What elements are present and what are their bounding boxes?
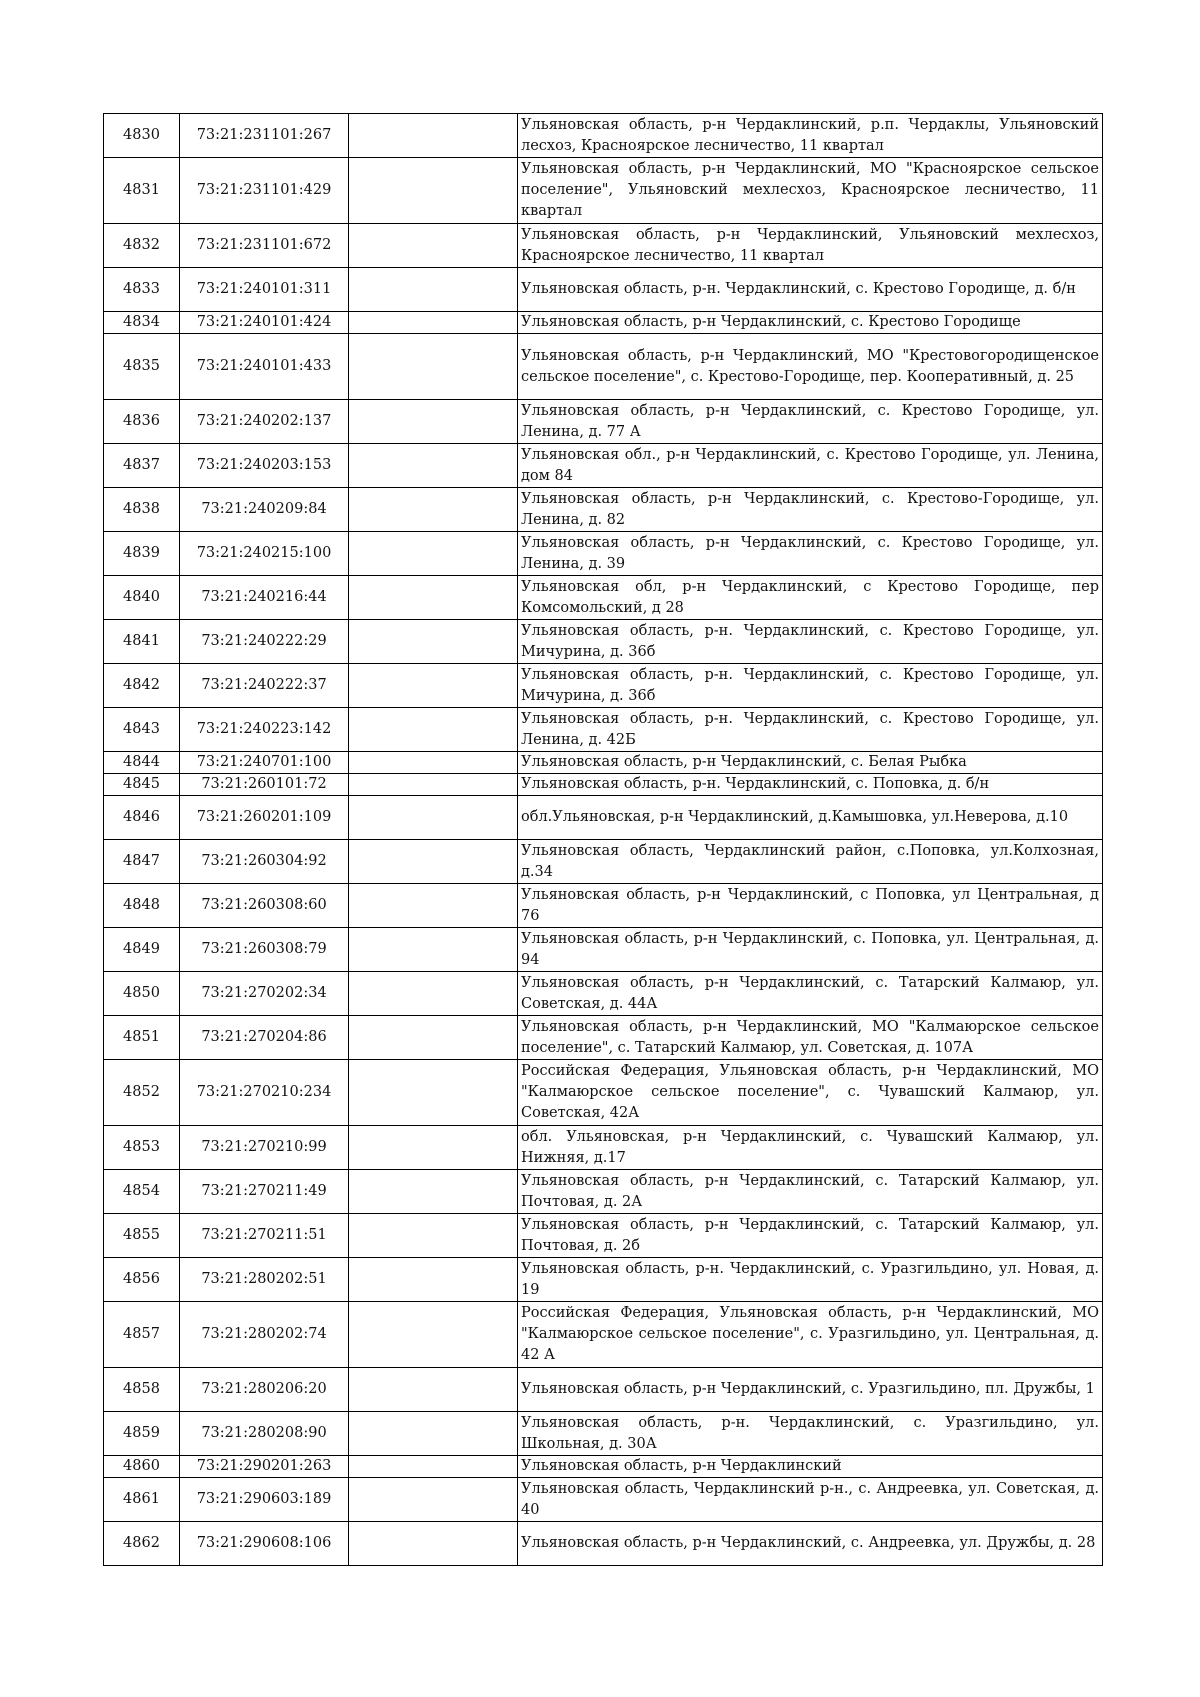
- row-number: 4858: [104, 1368, 180, 1412]
- row-number: 4848: [104, 884, 180, 928]
- table-row: [104, 114, 1103, 158]
- table-row: [104, 400, 1103, 444]
- row-number: 4835: [104, 334, 180, 400]
- address: Ульяновская область, р-н Чердаклинский, с. Андреевка, ул. Дружбы, д. 28: [518, 1522, 1103, 1566]
- empty-cell: [349, 928, 518, 972]
- empty-cell: [349, 1170, 518, 1214]
- cadastral-number: 73:21:260308:79: [180, 928, 349, 972]
- table-row: [104, 268, 1103, 312]
- table-row: [104, 576, 1103, 620]
- empty-cell: [349, 224, 518, 268]
- empty-cell: [349, 774, 518, 796]
- address: Ульяновская область, р-н. Чердаклинский, с. Крестово Городище, д. б/н: [518, 268, 1103, 312]
- cadastral-number: 73:21:240209:84: [180, 488, 349, 532]
- table-row: [104, 1522, 1103, 1566]
- cadastral-number: 73:21:240101:311: [180, 268, 349, 312]
- row-number: 4847: [104, 840, 180, 884]
- table-row: [104, 444, 1103, 488]
- table-row: [104, 1016, 1103, 1060]
- cadastral-number: 73:21:270210:234: [180, 1060, 349, 1126]
- cadastral-number: 73:21:280202:74: [180, 1302, 349, 1368]
- table-row: [104, 928, 1103, 972]
- address: Ульяновская область, р-н Чердаклинский, с. Татарский Калмаюр, ул. Советская, д. 44А: [518, 972, 1103, 1016]
- address: Ульяновская область, р-н. Чердаклинский, с. Крестово Городище, ул. Ленина, д. 42Б: [518, 708, 1103, 752]
- table-row: [104, 158, 1103, 224]
- address: Ульяновская область, р-н Чердаклинский, МО "Красноярское сельское поселение", Ульяновский мехлесхоз, Красноярское лесничество, 11 квартал: [518, 158, 1103, 224]
- table-row: [104, 1456, 1103, 1478]
- row-number: 4839: [104, 532, 180, 576]
- table-row: [104, 1412, 1103, 1456]
- empty-cell: [349, 576, 518, 620]
- address: Российская Федерация, Ульяновская область, р-н Чердаклинский, МО "Калмаюрское сельское поселение", с. Уразгильдино, ул. Центральная, д. 42 А: [518, 1302, 1103, 1368]
- empty-cell: [349, 400, 518, 444]
- address: Ульяновская область, Чердаклинский район, с.Поповка, ул.Колхозная, д.34: [518, 840, 1103, 884]
- row-number: 4857: [104, 1302, 180, 1368]
- table-row: [104, 488, 1103, 532]
- empty-cell: [349, 1478, 518, 1522]
- row-number: 4844: [104, 752, 180, 774]
- empty-cell: [349, 972, 518, 1016]
- cadastral-number: 73:21:290608:106: [180, 1522, 349, 1566]
- table-row: [104, 620, 1103, 664]
- empty-cell: [349, 664, 518, 708]
- cadastral-number: 73:21:231101:672: [180, 224, 349, 268]
- cadastral-number: 73:21:260201:109: [180, 796, 349, 840]
- table-row: [104, 532, 1103, 576]
- table-row: [104, 1258, 1103, 1302]
- cadastral-number: 73:21:240216:44: [180, 576, 349, 620]
- cadastral-number: 73:21:260304:92: [180, 840, 349, 884]
- row-number: 4855: [104, 1214, 180, 1258]
- cadastral-number: 73:21:231101:429: [180, 158, 349, 224]
- row-number: 4859: [104, 1412, 180, 1456]
- address: Ульяновская область, р-н. Чердаклинский, с. Уразгильдино, ул. Школьная, д. 30А: [518, 1412, 1103, 1456]
- row-number: 4832: [104, 224, 180, 268]
- empty-cell: [349, 1368, 518, 1412]
- address: Ульяновская область, р-н Чердаклинский, с. Уразгильдино, пл. Дружбы, 1: [518, 1368, 1103, 1412]
- cadastral-number: 73:21:270211:49: [180, 1170, 349, 1214]
- cadastral-number: 73:21:280206:20: [180, 1368, 349, 1412]
- table-row: [104, 774, 1103, 796]
- table-row: [104, 224, 1103, 268]
- address: Ульяновская область, р-н Чердаклинский, с Поповка, ул Центральная, д 76: [518, 884, 1103, 928]
- cadastral-number: 73:21:240101:433: [180, 334, 349, 400]
- row-number: 4841: [104, 620, 180, 664]
- cadastral-number: 73:21:240701:100: [180, 752, 349, 774]
- address: Ульяновская область, р-н Чердаклинский, Ульяновский мехлесхоз, Красноярское лесничество, 11 квартал: [518, 224, 1103, 268]
- empty-cell: [349, 532, 518, 576]
- empty-cell: [349, 1214, 518, 1258]
- row-number: 4862: [104, 1522, 180, 1566]
- cadastral-number: 73:21:240203:153: [180, 444, 349, 488]
- empty-cell: [349, 840, 518, 884]
- row-number: 4837: [104, 444, 180, 488]
- address: Ульяновская область, р-н Чердаклинский, р.п. Чердаклы, Ульяновский лесхоз, Красноярское лесничество, 11 квартал: [518, 114, 1103, 158]
- row-number: 4843: [104, 708, 180, 752]
- address: Ульяновская обл., р-н Чердаклинский, с. Крестово Городище, ул. Ленина, дом 84: [518, 444, 1103, 488]
- table-row: [104, 1126, 1103, 1170]
- empty-cell: [349, 1412, 518, 1456]
- cadastral-number: 73:21:290201:263: [180, 1456, 349, 1478]
- empty-cell: [349, 1060, 518, 1126]
- address: Ульяновская область, р-н Чердаклинский, с. Татарский Калмаюр, ул. Почтовая, д. 2б: [518, 1214, 1103, 1258]
- table-row: [104, 1302, 1103, 1368]
- table-row: [104, 1368, 1103, 1412]
- row-number: 4852: [104, 1060, 180, 1126]
- empty-cell: [349, 268, 518, 312]
- row-number: 4838: [104, 488, 180, 532]
- table-row: [104, 972, 1103, 1016]
- address: Ульяновская область, р-н. Чердаклинский, с. Крестово Городище, ул. Мичурина, д. 36б: [518, 620, 1103, 664]
- row-number: 4831: [104, 158, 180, 224]
- address: Ульяновская область, р-н Чердаклинский, МО "Крестовогородищенское сельское поселение", с. Крестово-Городище, пер. Кооперативный, д. 25: [518, 334, 1103, 400]
- cadastral-number: 73:21:270204:86: [180, 1016, 349, 1060]
- row-number: 4854: [104, 1170, 180, 1214]
- row-number: 4853: [104, 1126, 180, 1170]
- table-row: [104, 1478, 1103, 1522]
- cadastral-number: 73:21:240223:142: [180, 708, 349, 752]
- address: Ульяновская область, р-н. Чердаклинский, с. Крестово Городище, ул. Мичурина, д. 36б: [518, 664, 1103, 708]
- empty-cell: [349, 884, 518, 928]
- row-number: 4833: [104, 268, 180, 312]
- address: Ульяновская область, р-н Чердаклинский, с. Белая Рыбка: [518, 752, 1103, 774]
- cadastral-number: 73:21:231101:267: [180, 114, 349, 158]
- address: Российская Федерация, Ульяновская область, р-н Чердаклинский, МО "Калмаюрское сельское поселение", с. Чувашский Калмаюр, ул. Советская, 42А: [518, 1060, 1103, 1126]
- address: обл.Ульяновская, р-н Чердаклинский, д.Камышовка, ул.Неверова, д.10: [518, 796, 1103, 840]
- row-number: 4840: [104, 576, 180, 620]
- empty-cell: [349, 796, 518, 840]
- cadastral-number: 73:21:280202:51: [180, 1258, 349, 1302]
- empty-cell: [349, 312, 518, 334]
- row-number: 4856: [104, 1258, 180, 1302]
- address: Ульяновская область, р-н Чердаклинский: [518, 1456, 1103, 1478]
- cadastral-number: 73:21:240222:29: [180, 620, 349, 664]
- empty-cell: [349, 1258, 518, 1302]
- cadastral-number: 73:21:270210:99: [180, 1126, 349, 1170]
- table-row: [104, 796, 1103, 840]
- address: Ульяновская область, р-н. Чердаклинский, с. Уразгильдино, ул. Новая, д. 19: [518, 1258, 1103, 1302]
- cadastral-number: 73:21:260101:72: [180, 774, 349, 796]
- empty-cell: [349, 334, 518, 400]
- land-plot-registry-table: [103, 113, 1103, 1566]
- empty-cell: [349, 1456, 518, 1478]
- address: Ульяновская область, р-н Чердаклинский, с. Крестово-Городище, ул. Ленина, д. 82: [518, 488, 1103, 532]
- cadastral-number: 73:21:240101:424: [180, 312, 349, 334]
- cadastral-number: 73:21:260308:60: [180, 884, 349, 928]
- row-number: 4860: [104, 1456, 180, 1478]
- cadastral-number: 73:21:240215:100: [180, 532, 349, 576]
- address: Ульяновская область, р-н Чердаклинский, с. Татарский Калмаюр, ул. Почтовая, д. 2А: [518, 1170, 1103, 1214]
- table-row: [104, 1214, 1103, 1258]
- address: Ульяновская область, р-н Чердаклинский, с. Поповка, ул. Центральная, д. 94: [518, 928, 1103, 972]
- row-number: 4846: [104, 796, 180, 840]
- table-row: [104, 752, 1103, 774]
- address: Ульяновская область, р-н Чердаклинский, МО "Калмаюрское сельское поселение", с. Татарский Калмаюр, ул. Советская, д. 107А: [518, 1016, 1103, 1060]
- table-row: [104, 884, 1103, 928]
- address: Ульяновская обл, р-н Чердаклинский, с Крестово Городище, пер Комсомольский, д 28: [518, 576, 1103, 620]
- table-row: [104, 664, 1103, 708]
- cadastral-number: 73:21:270211:51: [180, 1214, 349, 1258]
- empty-cell: [349, 488, 518, 532]
- table-row: [104, 334, 1103, 400]
- empty-cell: [349, 620, 518, 664]
- table-row: [104, 1060, 1103, 1126]
- cadastral-number: 73:21:280208:90: [180, 1412, 349, 1456]
- table-body: [104, 114, 1103, 1566]
- empty-cell: [349, 1126, 518, 1170]
- empty-cell: [349, 158, 518, 224]
- row-number: 4834: [104, 312, 180, 334]
- empty-cell: [349, 1302, 518, 1368]
- address: Ульяновская область, Чердаклинский р-н., с. Андреевка, ул. Советская, д. 40: [518, 1478, 1103, 1522]
- empty-cell: [349, 752, 518, 774]
- cadastral-number: 73:21:270202:34: [180, 972, 349, 1016]
- address: обл. Ульяновская, р-н Чердаклинский, с. Чувашский Калмаюр, ул. Нижняя, д.17: [518, 1126, 1103, 1170]
- row-number: 4850: [104, 972, 180, 1016]
- row-number: 4830: [104, 114, 180, 158]
- row-number: 4845: [104, 774, 180, 796]
- empty-cell: [349, 708, 518, 752]
- address: Ульяновская область, р-н Чердаклинский, с. Крестово Городище, ул. Ленина, д. 77 А: [518, 400, 1103, 444]
- table-row: [104, 840, 1103, 884]
- table-row: [104, 1170, 1103, 1214]
- row-number: 4861: [104, 1478, 180, 1522]
- address: Ульяновская область, р-н. Чердаклинский, с. Поповка, д. б/н: [518, 774, 1103, 796]
- empty-cell: [349, 1016, 518, 1060]
- empty-cell: [349, 114, 518, 158]
- cadastral-number: 73:21:240202:137: [180, 400, 349, 444]
- empty-cell: [349, 1522, 518, 1566]
- cadastral-number: 73:21:290603:189: [180, 1478, 349, 1522]
- row-number: 4842: [104, 664, 180, 708]
- row-number: 4851: [104, 1016, 180, 1060]
- table-row: [104, 312, 1103, 334]
- address: Ульяновская область, р-н Чердаклинский, с. Крестово Городище, ул. Ленина, д. 39: [518, 532, 1103, 576]
- cadastral-number: 73:21:240222:37: [180, 664, 349, 708]
- row-number: 4849: [104, 928, 180, 972]
- address: Ульяновская область, р-н Чердаклинский, с. Крестово Городище: [518, 312, 1103, 334]
- table-row: [104, 708, 1103, 752]
- empty-cell: [349, 444, 518, 488]
- row-number: 4836: [104, 400, 180, 444]
